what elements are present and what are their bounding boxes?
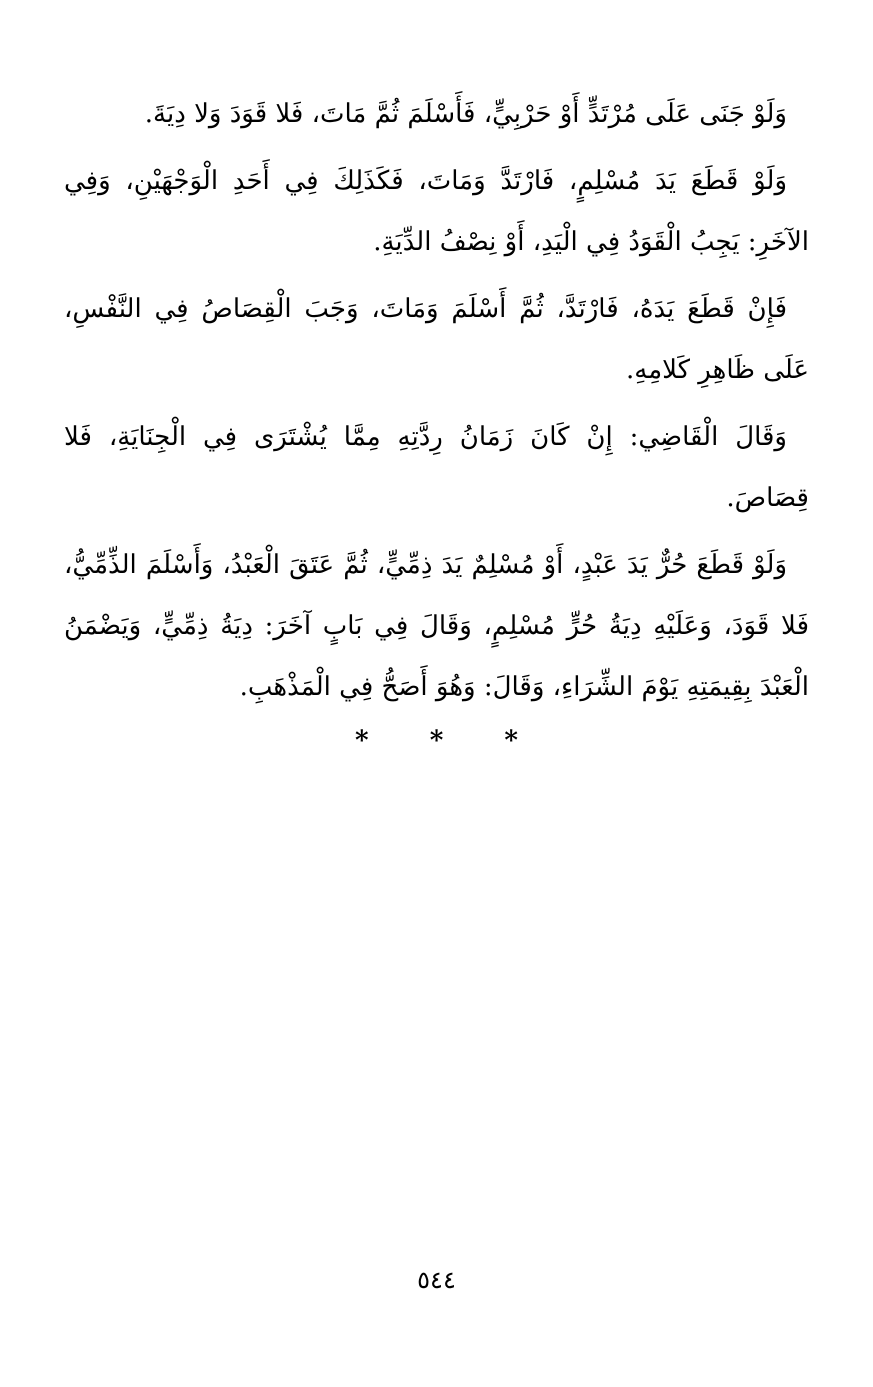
page-body xyxy=(64,84,809,756)
section-separator: * * * xyxy=(355,726,544,756)
paragraph-1: وَلَوْ جَنَى عَلَى مُرْتَدٍّ أَوْ حَرْبِيٍّ، فَأَسْلَمَ ثُمَّ مَاتَ، فَلا قَوَدَ وَلا دِيَةَ. xyxy=(144,99,787,129)
paragraph-3: فَإِنْ قَطَعَ يَدَهُ، فَارْتَدَّ، ثُمَّ أَسْلَمَ وَمَاتَ، وَجَبَ الْقِصَاصُ فِي النَّفْسِ، عَلَى ظَاهِرِ كَلامِهِ. xyxy=(64,294,809,385)
paragraph-2: وَلَوْ قَطَعَ يَدَ مُسْلِمٍ، فَارْتَدَّ وَمَاتَ، فَكَذَلِكَ فِي أَحَدِ الْوَجْهَيْنِ، وَفِي الآخَرِ: يَجِبُ الْقَوَدُ فِي الْيَدِ، أَوْ نِصْفُ الدِّيَةِ. xyxy=(64,166,809,257)
paragraph-4: وَقَالَ الْقَاضِي: إِنْ كَانَ زَمَانُ رِدَّتِهِ مِمَّا يُشْتَرَى فِي الْجِنَايَةِ، فَلا قِصَاصَ. xyxy=(64,422,809,513)
paragraph-5: وَلَوْ قَطَعَ حُرٌّ يَدَ عَبْدٍ، أَوْ مُسْلِمٌ يَدَ ذِمِّيٍّ، ثُمَّ عَتَقَ الْعَبْدُ، وَأَسْلَمَ الذِّمِّيُّ، فَلا قَوَدَ، وَعَلَيْهِ دِيَةُ حُرٍّ مُسْلِمٍ، وَقَالَ فِي بَابٍ آخَرَ: دِيَةُ ذِمِّيٍّ، وَيَضْمَنُ الْعَبْدَ بِقِيمَتِهِ يَوْمَ الشِّرَاءِ، وَقَالَ: وَهُوَ أَصَحُّ فِي الْمَذْهَبِ. xyxy=(64,550,809,702)
page-number: ٥٤٤ xyxy=(417,1266,456,1294)
